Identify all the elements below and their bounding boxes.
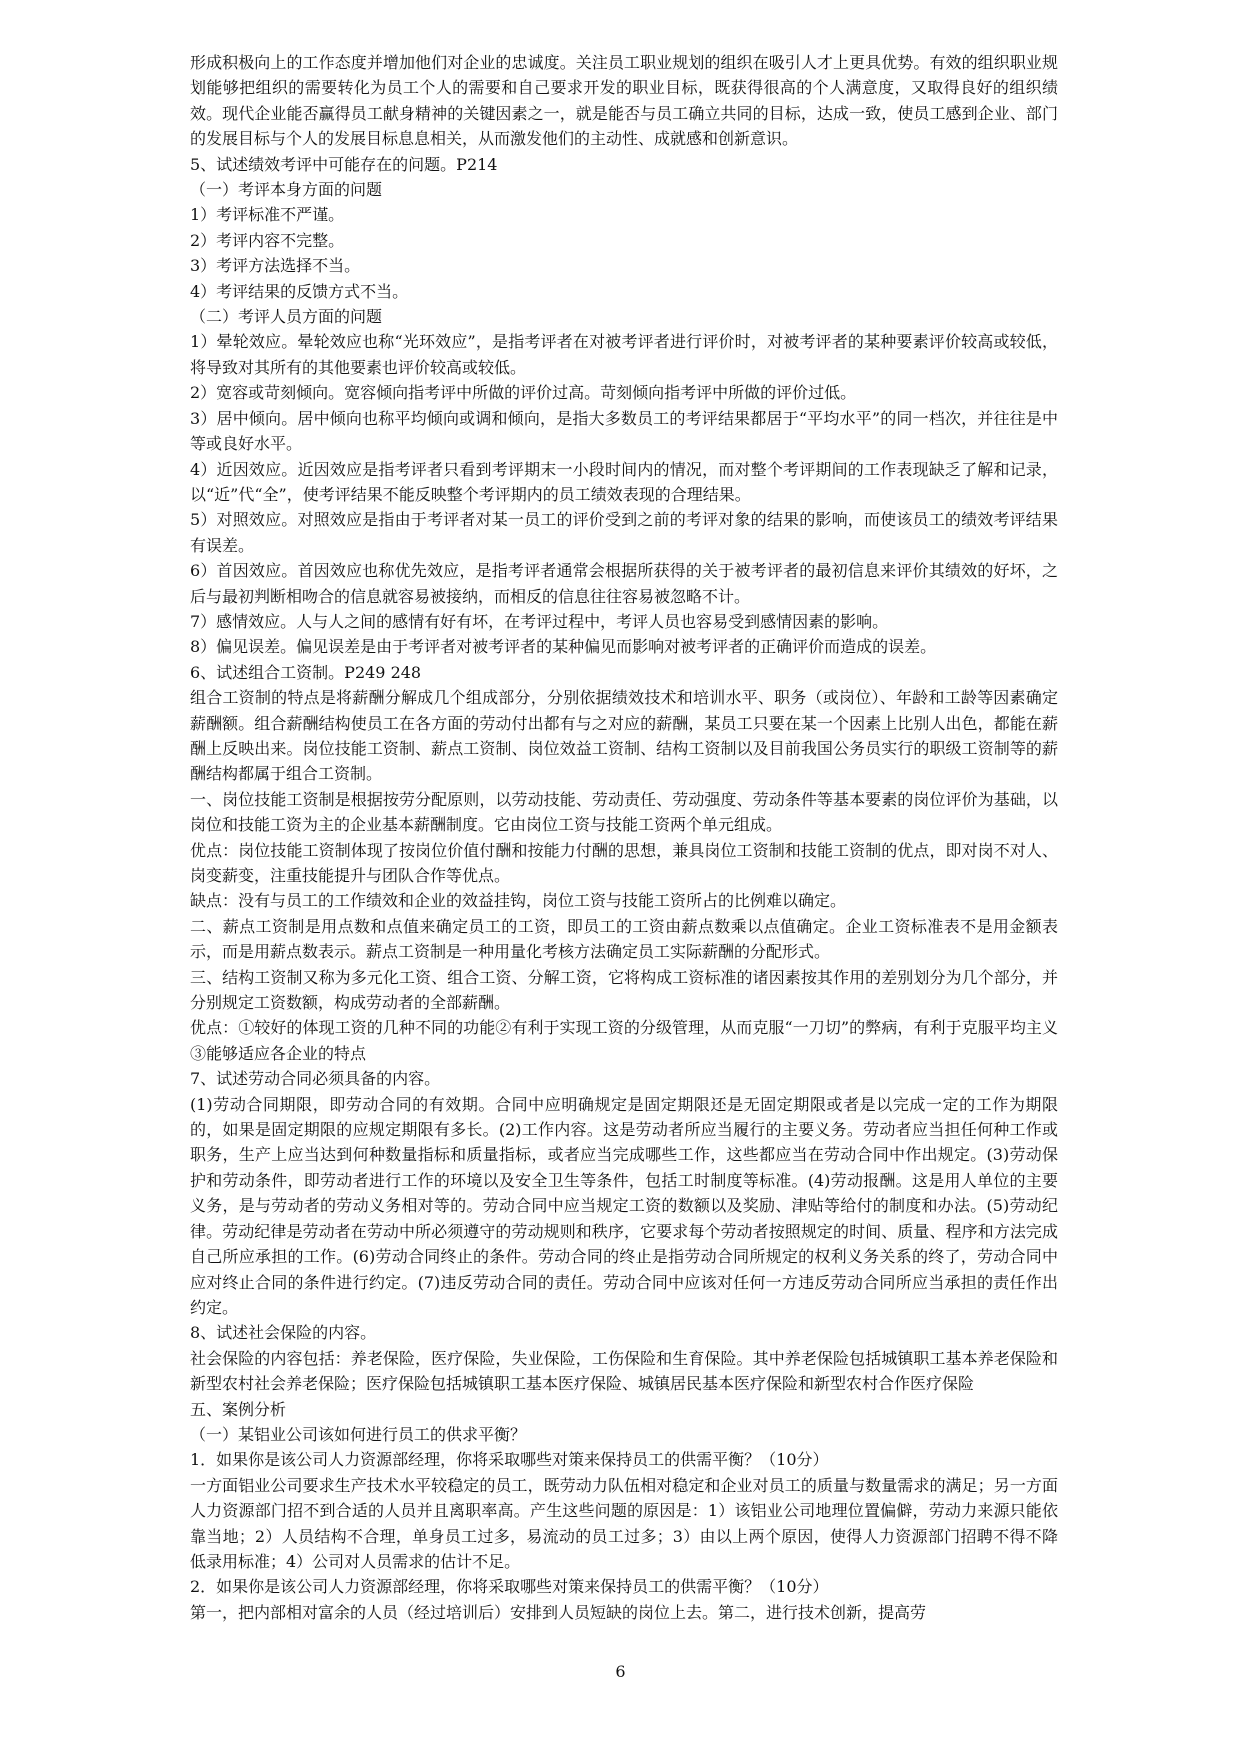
paragraph: (1)劳动合同期限，即劳动合同的有效期。合同中应明确规定是固定期限还是无固定期限或者是以完成一定的工作为期限的，如果是固定期限的应规定期限有多长。(2)工作内容。这是劳动者所应当履行的主要义务。劳动者应当担任何种工作或职务，生产上应当达到何种数量指标和质量指标，或者应当完成哪些工作，这些都应当在劳动合同中作出规定。(3)劳动保护和劳动条件，即劳动者进行工作的环境以及安全卫生等条件，包括工时制度等标准。(4)劳动报酬。这是用人单位的主要义务，是与劳动者的劳动义务相对等的。劳动合同中应当规定工资的数额以及奖励、津贴等给付的制度和办法。(5)劳动纪律。劳动纪律是劳动者在劳动中所必须遵守的劳动规则和秩序，它要求每个劳动者按照规定的时间、质量、程序和方法完成自己所应承担的工作。(6)劳动合同终止的条件。劳动合同的终止是指劳动合同所规定的权利义务关系的终了，劳动合同中应对终止合同的条件进行约定。(7)违反劳动合同的责任。劳动合同中应该对任何一方违反劳动合同所应当承担的责任作出约定。	[190, 1094, 1058, 1317]
paragraph: 缺点：没有与员工的工作绩效和企业的效益挂钩，岗位工资与技能工资所占的比例难以确定。	[190, 891, 847, 911]
paragraph: 组合工资制的特点是将薪酬分解成几个组成部分，分别依据绩效技术和培训水平、职务（或岗位）、年龄和工龄等因素确定薪酬额。组合薪酬结构使员工在各方面的劳动付出都有与之对应的薪酬，某员工只要在某一个因素上比别人出色，都能在薪酬上反映出来。岗位技能工资制、薪点工资制、岗位效益工资制、结构工资制以及目前我国公务员实行的职级工资制等的薪酬结构都属于组合工资制。	[190, 688, 1058, 784]
list-item: 4）考评结果的反馈方式不当。	[190, 281, 409, 301]
list-item: 4）近因效应。近因效应是指考评者只看到考评期末一小段时间内的情况，而对整个考评期间的工作表现缺乏了解和记录，以“近”代“全”，使考评结果不能反映整个考评期内的员工绩效表现的合理结果。	[190, 459, 1058, 504]
section-heading: 五、案例分析	[190, 1399, 287, 1419]
question-heading: 6、试述组合工资制。P249 248	[190, 662, 422, 682]
question-heading: 7、试述劳动合同必须具备的内容。	[190, 1069, 441, 1089]
page-number: 6	[615, 1662, 626, 1681]
question-heading: 5、试述绩效考评中可能存在的问题。P214	[190, 154, 498, 174]
section-heading: （一）某铝业公司该如何进行员工的供求平衡？	[190, 1424, 527, 1444]
list-item: 3）居中倾向。居中倾向也称平均倾向或调和倾向，是指大多数员工的考评结果都居于“平均水平”的同一档次，并往往是中等或良好水平。	[190, 408, 1058, 454]
paragraph: 优点：①较好的体现工资的几种不同的功能②有利于实现工资的分级管理，从而克服“一刀切”的弊病，有利于克服平均主义③能够适应各企业的特点	[190, 1018, 1058, 1063]
list-item: 1）考评标准不严谨。	[190, 205, 345, 225]
list-item: 3）考评方法选择不当。	[190, 256, 361, 276]
list-item: 7）感情效应。人与人之间的感情有好有坏，在考评过程中，考评人员也容易受到感情因素的影响。	[190, 611, 889, 631]
list-item: 6）首因效应。首因效应也称优先效应，是指考评者通常会根据所获得的关于被考评者的最初信息来评价其绩效的好坏，之后与最初判断相吻合的信息就容易被接纳，而相反的信息往往容易被忽略不计。	[190, 561, 1058, 606]
question-heading: 1．如果你是该公司人力资源部经理，你将采取哪些对策来保持员工的供需平衡？（10分）	[190, 1450, 829, 1470]
document-body	[190, 50, 1058, 1625]
section-heading: （一）考评本身方面的问题	[190, 180, 383, 200]
list-item: 1）晕轮效应。晕轮效应也称“光环效应”，是指考评者在对被考评者进行评价时，对被考评者的某种要素评价较高或较低，将导致对其所有的其他要素也评价较高或较低。	[190, 332, 1058, 377]
paragraph: 二、薪点工资制是用点数和点值来确定员工的工资，即员工的工资由薪点数乘以点值确定。企业工资标准表不是用金额表示，而是用薪点数表示。薪点工资制是一种用量化考核方法确定员工实际薪酬的分配形式。	[190, 916, 1058, 962]
question-heading: 2．如果你是该公司人力资源部经理，你将采取哪些对策来保持员工的供需平衡？（10分）	[190, 1577, 829, 1597]
section-heading: （二）考评人员方面的问题	[190, 307, 383, 327]
paragraph: 一方面铝业公司要求生产技术水平较稳定的员工，既劳动力队伍相对稳定和企业对员工的质量与数量需求的满足；另一方面人力资源部门招不到合适的人员并且离职率高。产生这些问题的原因是：1）该铝业公司地理位置偏僻，劳动力来源只能依靠当地；2）人员结构不合理，单身员工过多，易流动的员工过多；3）由以上两个原因，使得人力资源部门招聘不得不降低录用标准；4）公司对人员需求的估计不足。	[190, 1475, 1058, 1571]
list-item: 2）考评内容不完整。	[190, 230, 345, 250]
list-item: 8）偏见误差。偏见误差是由于考评者对被考评者的某种偏见而影响对被考评者的正确评价而造成的误差。	[190, 637, 937, 657]
paragraph: 形成积极向上的工作态度并增加他们对企业的忠诚度。关注员工职业规划的组织在吸引人才上更具优势。有效的组织职业规划能够把组织的需要转化为员工个人的需要和自己要求开发的职业目标，既获得很高的个人满意度，又取得良好的组织绩效。现代企业能否赢得员工献身精神的关键因素之一，就是能否与员工确立共同的目标，达成一致，使员工感到企业、部门的发展目标与个人的发展目标息息相关，从而激发他们的主动性、成就感和创新意识。	[190, 53, 1058, 149]
list-item: 2）宽容或苛刻倾向。宽容倾向指考评中所做的评价过高。苛刻倾向指考评中所做的评价过低。	[190, 383, 857, 403]
question-heading: 8、试述社会保险的内容。	[190, 1323, 377, 1343]
paragraph: 社会保险的内容包括：养老保险，医疗保险，失业保险，工伤保险和生育保险。其中养老保险包括城镇职工基本养老保险和新型农村社会养老保险；医疗保险包括城镇职工基本医疗保险、城镇居民基本医疗保险和新型农村合作医疗保险	[190, 1348, 1058, 1394]
paragraph: 优点：岗位技能工资制体现了按岗位价值付酬和按能力付酬的思想，兼具岗位工资制和技能工资制的优点，即对岗不对人、岗变薪变，注重技能提升与团队合作等优点。	[190, 840, 1058, 885]
paragraph: 三、结构工资制又称为多元化工资、组合工资、分解工资，它将构成工资标准的诸因素按其作用的差别划分为几个部分，并分别规定工资数额，构成劳动者的全部薪酬。	[190, 967, 1058, 1013]
paragraph: 第一，把内部相对富余的人员（经过培训后）安排到人员短缺的岗位上去。第二，进行技术创新，提高劳	[190, 1602, 927, 1622]
paragraph: 一、岗位技能工资制是根据按劳分配原则，以劳动技能、劳动责任、劳动强度、劳动条件等基本要素的岗位评价为基础，以岗位和技能工资为主的企业基本薪酬制度。它由岗位工资与技能工资两个单元组成。	[190, 789, 1058, 835]
list-item: 5）对照效应。对照效应是指由于考评者对某一员工的评价受到之前的考评对象的结果的影响，而使该员工的绩效考评结果有误差。	[190, 510, 1058, 555]
